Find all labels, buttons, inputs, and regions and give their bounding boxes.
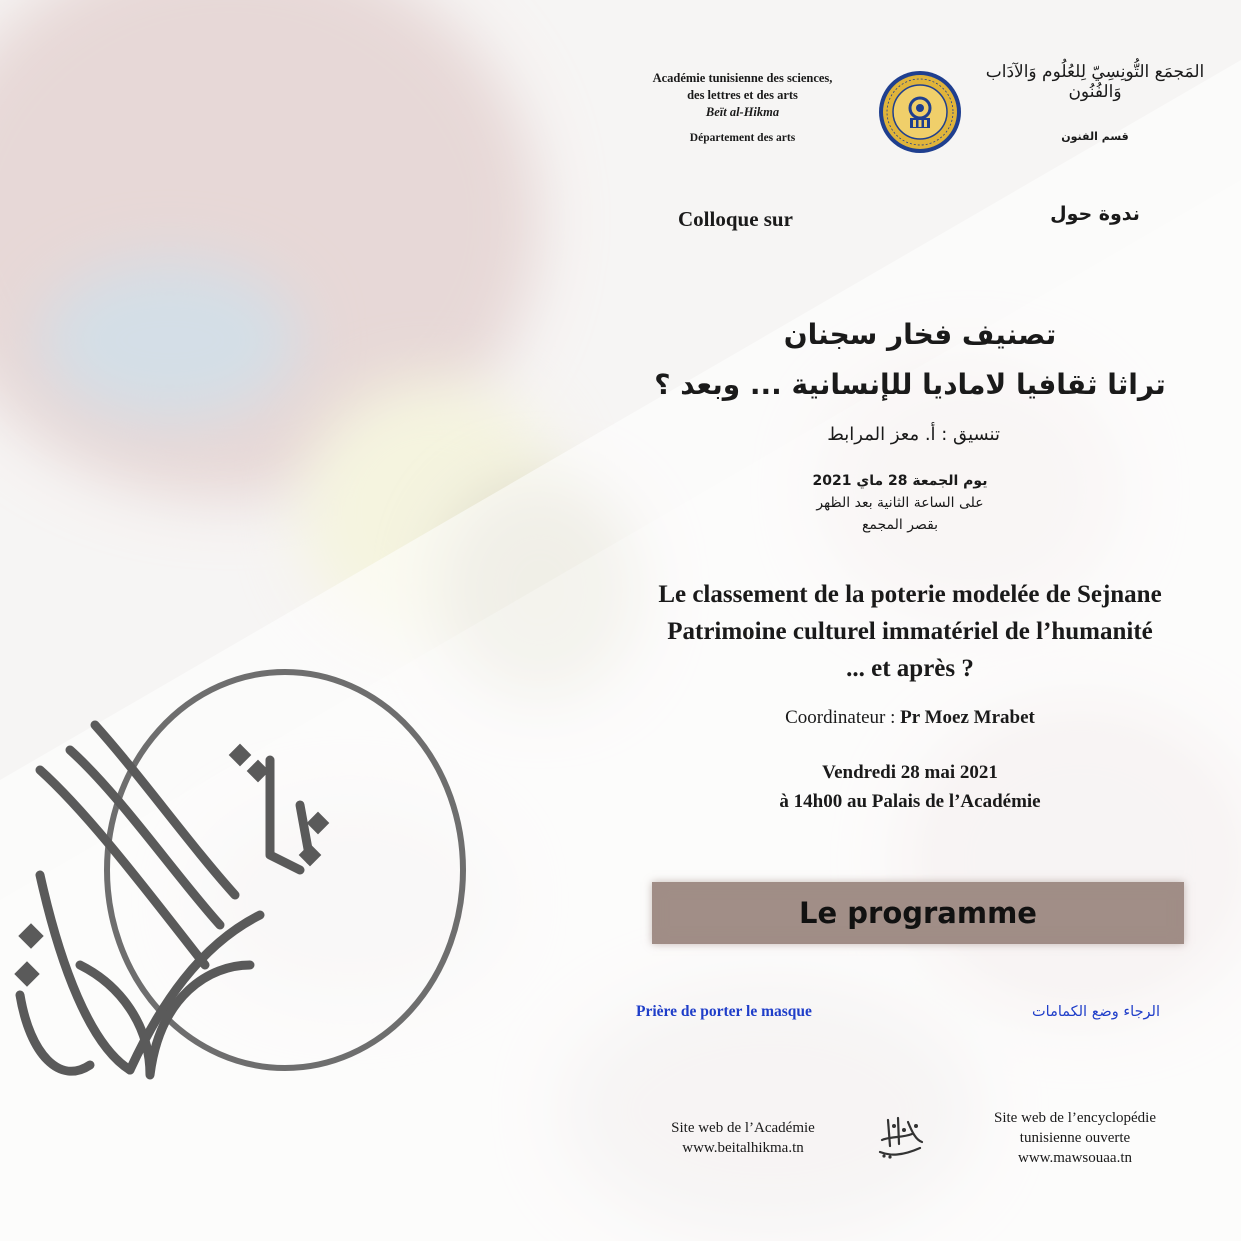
department-ar: قسم الفنون <box>1061 130 1129 143</box>
date-fr <box>600 758 1220 816</box>
encyclopedia-website <box>965 1108 1185 1168</box>
title-fr-line-1: Le classement de la poterie modelée de Sejnane <box>658 581 1162 608</box>
colloque-label-ar: ندوة حول <box>1050 203 1140 225</box>
academy-website <box>648 1118 838 1158</box>
institution-line-1: Académie tunisienne des sciences, <box>652 71 833 85</box>
title-ar-line-2: تراثا ثقافيا لاماديا للإنسانية ... وبعد ؟ <box>654 368 1166 401</box>
institution-fr <box>600 70 885 147</box>
encyclopedia-label-2: tunisienne ouverte <box>1019 1130 1131 1146</box>
institution-line-2: des lettres et des arts <box>687 88 798 102</box>
institution-name-ar: المَجمَع التُّونِسِيّ لِلعُلُوم وَالآدَاب وَالفُنُون <box>985 62 1205 102</box>
colloque-label-fr: Colloque sur <box>678 207 793 231</box>
academy-website-url[interactable]: www.beitalhikma.tn <box>682 1140 804 1156</box>
encyclopedia-website-url[interactable]: www.mawsouaa.tn <box>1017 1150 1132 1166</box>
coordination-fr <box>600 707 1220 729</box>
department-fr: Département des arts <box>689 132 796 144</box>
date-ar <box>800 470 1000 536</box>
academy-website-label: Site web de l’Académie <box>671 1120 815 1136</box>
academy-seal-icon <box>878 70 962 154</box>
date-fr-line-1: Vendredi 28 mai 2021 <box>822 762 998 783</box>
coordination-ar: تنسيق : أ. معز المرابط <box>827 424 1000 445</box>
title-ar-line-1: تصنيف فخار سجنان <box>783 318 1057 351</box>
coordination-fr-label: Coordinateur : <box>785 707 901 728</box>
mask-notice-ar: الرجاء وضع الكمامات <box>1032 1004 1160 1020</box>
title-fr-line-2: Patrimoine culturel immatériel de l’humanité <box>667 618 1153 645</box>
date-ar-line-1: يوم الجمعة 28 ماي 2021 <box>812 473 988 489</box>
institution-line-3: Beït al-Hikma <box>705 105 780 119</box>
title-fr <box>600 576 1220 687</box>
mask-notice-fr: Prière de porter le masque <box>636 1003 812 1020</box>
institution-ar <box>960 62 1230 143</box>
title-fr-line-3: ... et après ? <box>846 655 974 682</box>
date-ar-line-2: على الساعة الثانية بعد الظهر <box>816 495 984 511</box>
beit-al-hikma-small-logo <box>872 1112 930 1160</box>
encyclopedia-label-1: Site web de l’encyclopédie <box>993 1110 1157 1126</box>
programme-button[interactable]: Le programme <box>652 882 1184 944</box>
coordination-fr-name: Pr Moez Mrabet <box>900 707 1035 728</box>
date-ar-line-3: بقصر المجمع <box>861 517 939 533</box>
date-fr-line-2: à 14h00 au Palais de l’Académie <box>779 791 1041 812</box>
beit-al-hikma-calligraphy-logo <box>0 665 475 1125</box>
